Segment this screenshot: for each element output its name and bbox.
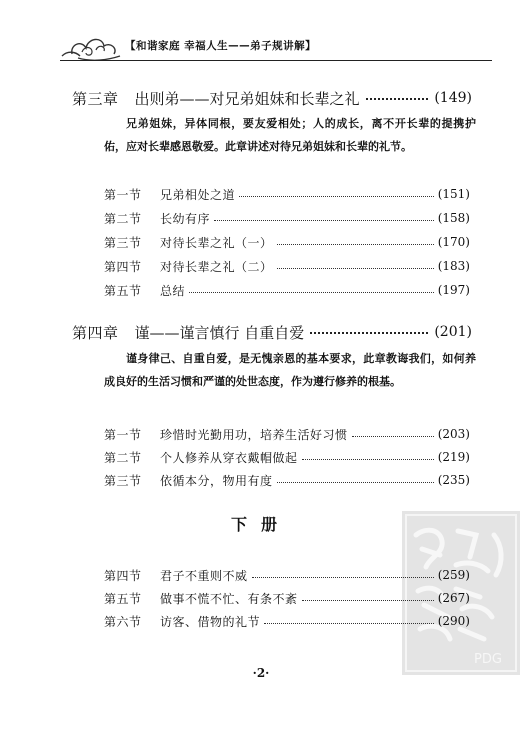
page-number: (267) [437,591,470,605]
dot-leader [277,244,434,245]
section-title: 长幼有序 [160,211,211,226]
section-entry[interactable] [104,279,470,301]
page-number: (219) [437,450,470,464]
section-title: 珍惜时光勤用功，培养生活好习惯 [160,427,348,442]
section-number: 第三节 [104,473,142,488]
chapter-description: 谨身律己、自重自爱，是无愧亲恩的基本要求，此章教诲我们，如何养成良好的生活习惯和严谨的处世态度，作为遵行修养的根基。 [104,352,476,388]
section-number: 第一节 [104,187,142,202]
dot-leader [252,577,434,578]
chapter-description: 兄弟姐妹，异体同根，要友爱相处；人的成长，离不开长辈的提携护佑，应对长辈感恩敬爱。此章讲述对待兄弟姐妹和长辈的礼节。 [104,117,476,153]
page-number: (170) [437,235,470,249]
chapter-label: 第三章 [72,89,119,108]
section-title: 兄弟相处之道 [160,187,236,202]
section-entry[interactable] [104,255,470,277]
section-title: 个人修养从穿衣戴帽做起 [160,450,298,465]
section-entry[interactable] [104,446,470,468]
page-number: (197) [437,283,470,297]
section-entry[interactable] [104,587,470,609]
section-title: 君子不重则不威 [160,568,248,583]
page-number: (259) [437,568,470,582]
dot-leader [214,220,434,221]
section-entry[interactable] [104,564,470,586]
page-number: (149) [434,90,472,106]
page-number: (201) [434,324,472,340]
dot-leader [277,268,434,269]
section-entry[interactable] [104,183,470,205]
chapter-title: 谨——谨言慎行 自重自爱 [134,323,305,342]
page-number: (203) [437,427,470,441]
chapter-label: 第四章 [72,323,119,342]
section-number: 第二节 [104,211,142,226]
dot-leader [352,436,434,437]
page-number: (183) [437,259,470,273]
dot-leader [189,292,434,293]
page-number: (151) [437,187,470,201]
section-title: 对待长辈之礼（二） [160,259,273,274]
section-title: 依循本分，物用有度 [160,473,273,488]
dot-leader [277,482,434,483]
page-number: (158) [437,211,470,225]
dot-leader [302,600,434,601]
header-title: 【和谐家庭 幸福人生——弟子规讲解】 [125,40,317,52]
dot-leader [366,98,429,100]
section-title: 访客、借物的礼节 [160,614,261,629]
section-number: 第二节 [104,450,142,465]
chapter-entry[interactable] [72,321,472,343]
section-number: 第一节 [104,427,142,442]
chapter-entry[interactable] [72,87,472,109]
auspicious-cloud-icon [58,26,122,62]
volume-heading: 下册 [230,515,291,534]
page-number: (290) [437,614,470,628]
section-number: 第四节 [104,259,142,274]
section-entry[interactable] [104,207,470,229]
section-entry[interactable] [104,610,470,632]
section-entry[interactable] [104,231,470,253]
section-title: 总结 [160,283,186,298]
section-number: 第四节 [104,568,142,583]
watermark-text: PDG [474,652,502,667]
chapter-title: 出则弟——对兄弟姐妹和长辈之礼 [134,89,360,108]
section-number: 第五节 [104,591,142,606]
section-entry[interactable] [104,469,470,491]
dot-leader [302,459,434,460]
header-rule [60,60,492,61]
dot-leader [310,332,428,334]
running-header [0,18,522,66]
section-number: 第五节 [104,283,142,298]
dot-leader [264,623,434,624]
section-number: 第三节 [104,235,142,250]
page-number: (235) [437,473,470,487]
section-title: 对待长辈之礼（一） [160,235,273,250]
section-title: 做事不慌不忙、有条不紊 [160,591,298,606]
page-folio: ·2· [252,666,270,680]
dot-leader [239,196,434,197]
section-entry[interactable] [104,423,470,445]
section-number: 第六节 [104,614,142,629]
